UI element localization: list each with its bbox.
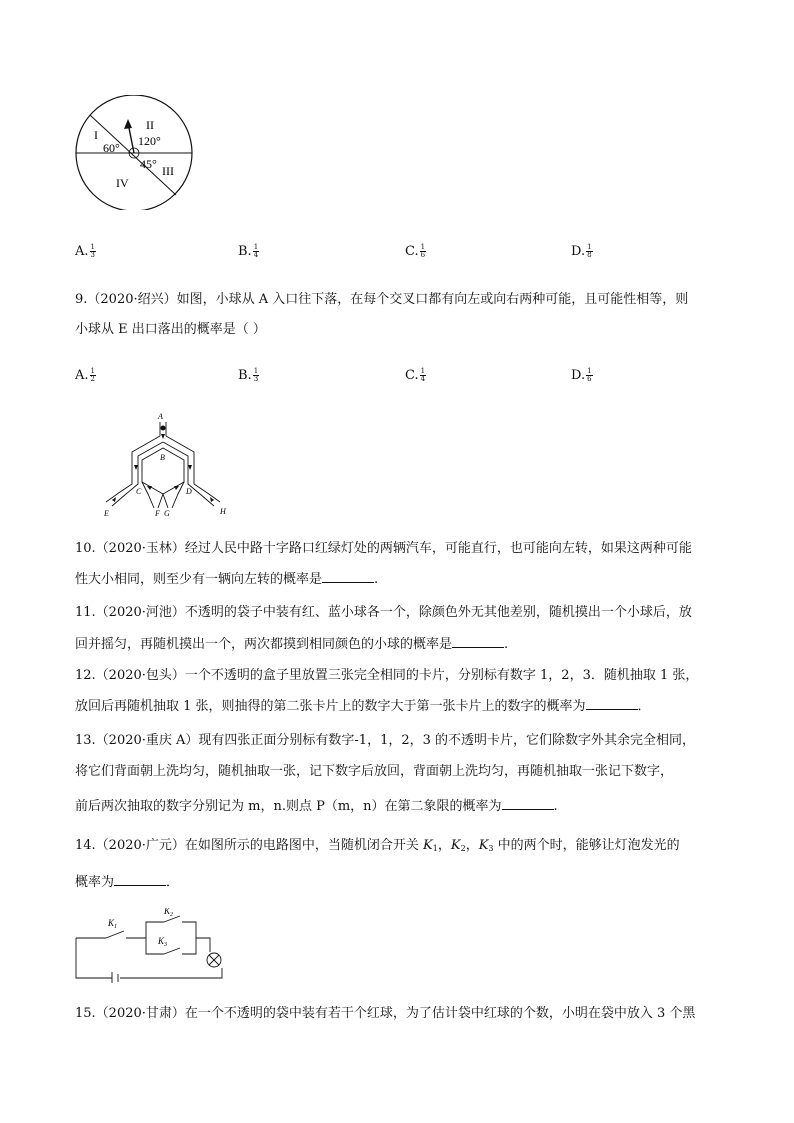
- circuit-k2-var: K: [164, 908, 171, 916]
- spinner-figure: [70, 95, 200, 210]
- circuit-k2-label: [163, 908, 173, 918]
- circuit-k1-label: [107, 918, 117, 930]
- label-f: F: [155, 509, 160, 518]
- q9-option-c: [405, 368, 426, 384]
- q8-option-b-fraction: [253, 244, 259, 259]
- q11-answer-blank[interactable]: [452, 636, 504, 648]
- label-b: B: [160, 453, 165, 462]
- q10-line-2-text: 性大小相同，则至少有一辆向左转的概率是: [75, 572, 323, 587]
- label-g: G: [164, 509, 170, 518]
- q10-answer-blank[interactable]: [322, 571, 374, 583]
- q14-line-1-text: 14.（2020·广元）在如图所示的电路图中，当随机闭合开关: [75, 838, 419, 853]
- circuit-k3-sub: 3: [164, 942, 168, 948]
- q8-option-d: [571, 244, 593, 260]
- q12-end-period: ．: [637, 699, 651, 714]
- q8-option-a-letter: A.: [75, 244, 89, 259]
- label-a: A: [158, 412, 163, 421]
- label-d: D: [186, 487, 192, 496]
- circuit-k1-sub: 1: [114, 924, 118, 930]
- q14-line-2-text: 概率为: [75, 875, 115, 890]
- q8-option-a-num: 1: [90, 243, 95, 251]
- circuit-k2-sub: 2: [170, 912, 174, 918]
- q8-option-b: [238, 244, 259, 260]
- q9-option-d-letter: D.: [571, 368, 586, 383]
- q10-line-2: [75, 571, 378, 588]
- ball-drop-figure: [100, 410, 240, 522]
- switch-k1-sub: 1: [432, 844, 438, 853]
- q9-line-2: 小球从 E 出口落出的概率是（ ）: [75, 322, 266, 337]
- q8-option-a: [75, 244, 96, 260]
- q8-option-b-den: 4: [253, 251, 259, 259]
- q11-line-2: [75, 636, 508, 653]
- label-c: C: [136, 487, 142, 496]
- region-label-ii: II: [146, 118, 154, 132]
- q9-option-d: [571, 368, 593, 384]
- q8-option-c-num: 1: [420, 243, 426, 251]
- angle-60: 60°: [103, 141, 120, 155]
- q14-answer-blank[interactable]: [114, 874, 166, 886]
- q9-option-c-num: 1: [420, 367, 426, 375]
- switch-k2-sub: 2: [460, 844, 466, 853]
- q14-line-2: [75, 874, 179, 891]
- q9-option-c-den: 4: [420, 375, 426, 383]
- q12-answer-blank[interactable]: [586, 698, 638, 710]
- q12-line-1: 12.（2020·包头）一个不透明的盒子里放置三张完全相同的卡片，分别标有数字 1，2，3．随机抽取 1 张，: [75, 668, 699, 683]
- angle-45: 45°: [140, 157, 157, 171]
- circuit-figure: [72, 908, 232, 983]
- q8-option-d-num: 1: [587, 243, 592, 251]
- q15-line-1: 15.（2020·甘肃）在一个不透明的袋中装有若干个红球，为了估计袋中红球的个数，小明在袋中放入 3 个黑: [75, 1006, 696, 1021]
- pointer-arrowhead: [124, 119, 132, 129]
- q9-option-b-fraction: [253, 368, 259, 383]
- label-e: E: [104, 509, 109, 518]
- q9-option-d-num: 1: [587, 367, 592, 375]
- q9-option-c-letter: C.: [405, 368, 419, 383]
- q9-option-c-fraction: [420, 368, 426, 383]
- q9-option-d-den: 6: [587, 375, 592, 383]
- q8-option-b-letter: B.: [238, 244, 252, 259]
- q8-option-b-num: 1: [253, 243, 259, 251]
- q8-option-a-den: 3: [90, 251, 95, 259]
- q11-line-1: 11.（2020·河池）不透明的袋子中装有红、蓝小球各一个，除颜色外无其他差别，随机摸出一个小球后，放: [75, 605, 692, 620]
- q9-option-d-fraction: [586, 368, 592, 383]
- q9-option-a-fraction: [90, 368, 96, 383]
- q8-option-c-letter: C.: [405, 244, 419, 259]
- circuit-k3-var: K: [158, 936, 165, 946]
- q9-option-a-den: 2: [90, 375, 95, 383]
- q9-option-a: [75, 368, 96, 384]
- q8-option-d-den: 8: [587, 251, 592, 259]
- q13-answer-blank[interactable]: [502, 798, 554, 810]
- q14-line-1-tail: 中的两个时，能够让灯泡发光的: [497, 838, 680, 853]
- q8-option-c: [405, 244, 426, 260]
- circuit-k3-label: [157, 936, 167, 948]
- switch-k1-var: K: [423, 838, 433, 853]
- q13-end-period: .: [553, 799, 558, 814]
- q13-line-3-text: 前后两次抽取的数字分别记为 m，n.则点 P（m，n）在第二象限的概率为: [75, 799, 502, 814]
- region-label-iv: IV: [116, 176, 129, 190]
- q9-option-b-num: 1: [253, 367, 259, 375]
- q14-comma-1: ，: [437, 838, 451, 853]
- q14-line-1: [75, 838, 680, 857]
- q13-line-1: 13.（2020·重庆 A）现有四张正面分别标有数字-1，1，2，3 的不透明卡片，它们除数字外其余完全相同，: [75, 733, 696, 748]
- switch-k3-sub: 3: [488, 844, 494, 853]
- circuit-k1-var: K: [108, 918, 115, 928]
- q9-option-a-letter: A.: [75, 368, 89, 383]
- q11-end-period: .: [504, 637, 509, 652]
- region-label-iii: III: [162, 164, 174, 178]
- diagonal-line: [90, 115, 176, 195]
- switch-k2-var: K: [450, 838, 461, 853]
- q13-line-2: 将它们背面朝上洗均匀，随机抽取一张，记下数字后放回，背面朝上洗均匀，再随机抽取一张记下数字，: [75, 764, 674, 779]
- q8-option-c-fraction: [420, 244, 426, 259]
- q9-option-b-den: 3: [253, 375, 259, 383]
- q8-option-d-letter: D.: [571, 244, 586, 259]
- region-label-i: I: [94, 128, 98, 142]
- angle-120: 120°: [138, 134, 161, 148]
- q9-option-b: [238, 368, 259, 384]
- q11-line-2-text: 回并摇匀，再随机摸出一个，两次都摸到相同颜色的小球的概率是: [75, 637, 453, 652]
- q10-line-1: 10.（2020·玉林）经过人民中路十字路口红绿灯处的两辆汽车，可能直行，也可能向左转，如果这两种可能: [75, 541, 692, 556]
- q9-option-b-letter: B.: [238, 368, 252, 383]
- q13-line-3: [75, 798, 558, 815]
- q8-option-d-fraction: [586, 244, 592, 259]
- q8-option-a-fraction: [90, 244, 96, 259]
- q8-option-c-den: 6: [420, 251, 426, 259]
- q9-line-1: 9.（2020·绍兴）如图，小球从 A 入口往下落，在每个交叉口都有向左或向右两种可能，且可能性相等，则: [75, 292, 689, 307]
- q12-line-2-text: 放回后再随机抽取 1 张，则抽得的第二张卡片上的数字大于第一张卡片上的数字的概率为: [75, 699, 586, 714]
- q12-line-2: [75, 698, 651, 715]
- q14-comma-2: ，: [465, 838, 479, 853]
- q9-option-a-num: 1: [90, 367, 95, 375]
- q10-end-period: .: [374, 572, 379, 587]
- switch-k3-var: K: [478, 838, 489, 853]
- q14-end-period: ．: [166, 875, 180, 890]
- label-h: H: [220, 507, 226, 516]
